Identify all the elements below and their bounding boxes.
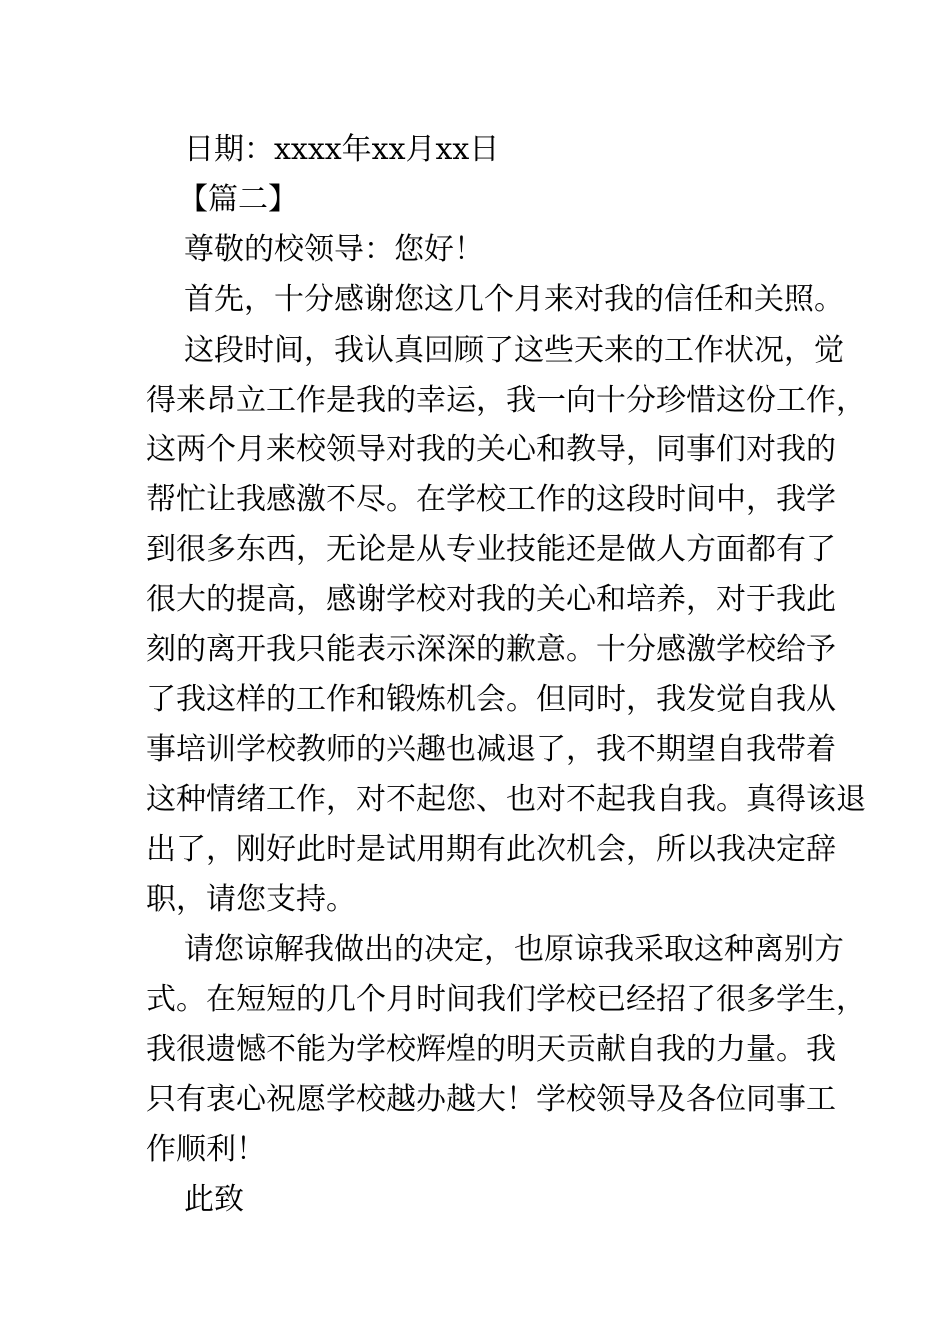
paragraph-line: 很大的提高，感谢学校对我的关心和培养，对于我此 [146, 582, 836, 617]
paragraph-line: 这两个月来校领导对我的关心和教导，同事们对我的 [146, 432, 836, 467]
paragraph-line: 我很遗憾不能为学校辉煌的明天贡献自我的力量。我 [146, 1032, 836, 1067]
paragraph-line: 这段时间，我认真回顾了这些天来的工作状况，觉 [184, 333, 844, 368]
paragraph-line: 到很多东西，无论是从专业技能还是做人方面都有了 [146, 532, 836, 567]
paragraph-line: 出了，刚好此时是试用期有此次机会，所以我决定辞 [146, 832, 836, 867]
paragraph-line: 只有衷心祝愿学校越办越大！学校领导及各位同事工 [146, 1082, 836, 1117]
date-line: 日期：xxxx年xx月xx日 [184, 132, 500, 167]
paragraph-line: 作顺利！ [146, 1132, 266, 1167]
paragraph-line: 职，请您支持。 [146, 882, 356, 917]
paragraph-line: 式。在短短的几个月时间我们学校已经招了很多学生， [146, 982, 866, 1017]
paragraph-line: 刻的离开我只能表示深深的歉意。十分感激学校给予 [146, 632, 836, 667]
paragraph-line: 了我这样的工作和锻炼机会。但同时，我发觉自我从 [146, 682, 836, 717]
paragraph-line: 得来昂立工作是我的幸运，我一向十分珍惜这份工作， [146, 383, 866, 418]
salutation: 尊敬的校领导：您好！ [184, 232, 484, 267]
paragraph-line: 请您谅解我做出的决定，也原谅我采取这种离别方 [184, 932, 844, 967]
paragraph-line: 这种情绪工作，对不起您、也对不起我自我。真得该退 [146, 782, 866, 817]
paragraph-line: 首先，十分感谢您这几个月来对我的信任和关照。 [184, 282, 844, 317]
section-heading: 【篇二】 [178, 182, 298, 217]
closing-line: 此致 [184, 1182, 244, 1217]
paragraph-line: 事培训学校教师的兴趣也减退了，我不期望自我带着 [146, 732, 836, 767]
paragraph-line: 帮忙让我感激不尽。在学校工作的这段时间中，我学 [146, 482, 836, 517]
